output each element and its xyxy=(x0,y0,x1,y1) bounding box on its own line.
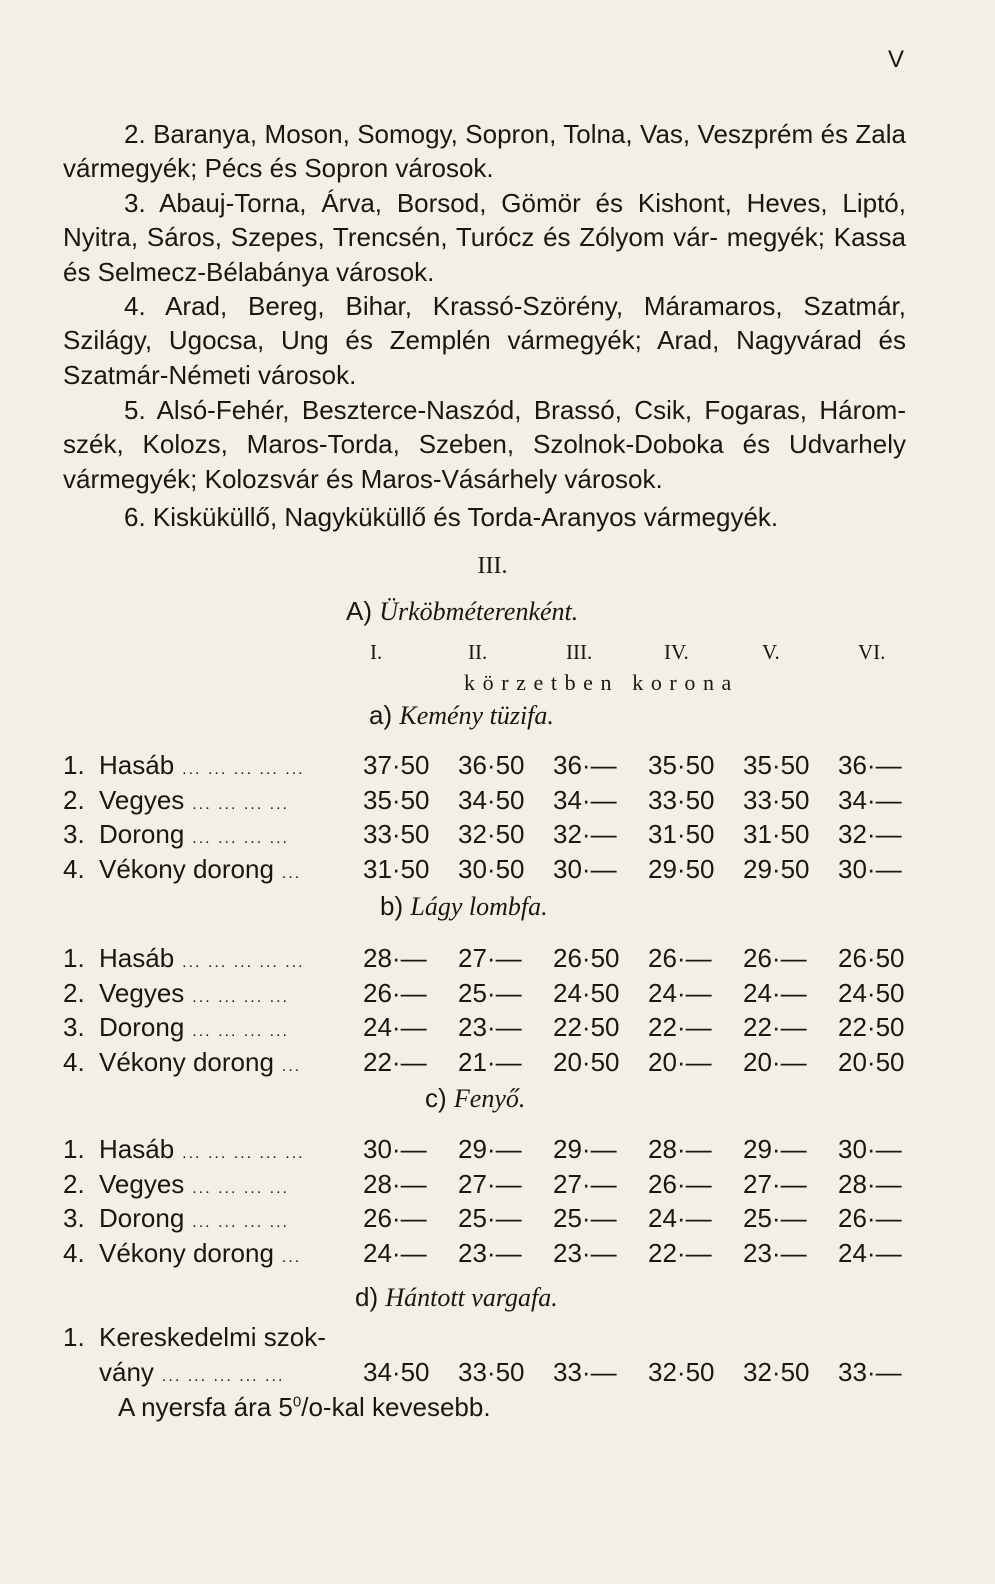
price-cell: 29·— xyxy=(743,1134,807,1164)
leader-dots: ... ... ... ... xyxy=(192,1180,289,1197)
price-cell: 34·— xyxy=(553,785,617,815)
group-heading xyxy=(380,891,548,922)
price-cell: 27·— xyxy=(458,943,522,973)
price-cell: 30·— xyxy=(838,854,902,884)
price-cell: 20·— xyxy=(648,1047,712,1077)
group-title: Hántott vargafa. xyxy=(385,1283,558,1312)
table-row xyxy=(0,1203,995,1237)
group-prefix: c) xyxy=(425,1083,447,1113)
paragraph-2 xyxy=(63,117,906,186)
table-row xyxy=(0,1012,995,1046)
price-cell: 33·50 xyxy=(743,785,810,815)
price-cell: 20·— xyxy=(743,1047,807,1077)
price-cell: 33·50 xyxy=(648,785,715,815)
price-cell: 36·— xyxy=(838,750,902,780)
row-label xyxy=(99,1322,334,1353)
price-cell: 32·50 xyxy=(458,819,525,849)
group-heading xyxy=(355,1282,558,1313)
group-title: Fenyő. xyxy=(453,1084,526,1113)
price-cell: 26·50 xyxy=(553,943,620,973)
footnote-superscript: 0 xyxy=(292,1393,302,1411)
table-row xyxy=(0,854,995,888)
footnote-before: A nyersfa ára 5 xyxy=(118,1392,293,1422)
price-cell: 24·— xyxy=(363,1238,427,1268)
price-cell: 30·— xyxy=(363,1134,427,1164)
price-cell: 33·— xyxy=(838,1357,902,1387)
row-label-text: Vékony dorong xyxy=(99,1047,274,1077)
price-cell: 31·50 xyxy=(648,819,715,849)
row-number: 3. xyxy=(63,1012,85,1042)
paragraph-first-line: 6. Kisküküllő, Nagyküküllő és Torda-Aranyos vármegyék. xyxy=(124,502,779,532)
price-cell: 29·— xyxy=(553,1134,617,1164)
price-cell: 25·— xyxy=(743,1203,807,1233)
row-label-text: vány xyxy=(99,1357,154,1387)
price-cell: 22·50 xyxy=(838,1012,905,1042)
price-cell: 24·50 xyxy=(838,978,905,1008)
leader-dots: ... xyxy=(281,1058,302,1075)
price-cell: 23·— xyxy=(553,1238,617,1268)
row-label xyxy=(99,978,289,1009)
row-label xyxy=(99,1357,284,1388)
table-row xyxy=(0,1357,995,1391)
zone-label: III. xyxy=(566,640,593,664)
price-cell: 31·50 xyxy=(743,819,810,849)
price-cell: 28·— xyxy=(648,1134,712,1164)
paragraph-first-line: 3. Abauj-Torna, Árva, Borsod, Gömör és Kishont, Heves, xyxy=(124,188,828,218)
price-cell: 28·— xyxy=(363,943,427,973)
row-label xyxy=(99,1012,289,1043)
paragraph-rest: Szilágy, Ugocsa, Ung és Zemplén vármegyék; Arad, Nagyvárad és Szatmár-Németi városok. xyxy=(63,325,906,390)
row-number: 1. xyxy=(63,1322,85,1352)
price-cell: 27·— xyxy=(553,1169,617,1199)
zone-label: VI. xyxy=(858,640,886,664)
row-number: 2. xyxy=(63,1169,85,1199)
table-row xyxy=(0,978,995,1012)
row-label-text: Hasáb xyxy=(99,750,175,780)
row-number: 2. xyxy=(63,978,85,1008)
paragraph-5 xyxy=(63,393,906,496)
price-cell: 32·— xyxy=(553,819,617,849)
row-label xyxy=(99,750,305,781)
price-cell: 26·— xyxy=(363,1203,427,1233)
zone-header-row xyxy=(0,640,995,670)
price-cell: 20·50 xyxy=(553,1047,620,1077)
paragraph-3 xyxy=(63,186,906,289)
row-label xyxy=(99,1203,289,1234)
section-a-title: Ürköbméterenként. xyxy=(379,597,579,626)
row-label xyxy=(99,785,289,816)
row-label xyxy=(99,943,305,974)
row-label-text: Vékony dorong xyxy=(99,1238,274,1268)
price-cell: 22·— xyxy=(648,1238,712,1268)
group-title: Lágy lombfa. xyxy=(410,892,548,921)
price-cell: 25·— xyxy=(458,1203,522,1233)
price-cell: 22·— xyxy=(363,1047,427,1077)
price-cell: 29·50 xyxy=(648,854,715,884)
row-label-text: Dorong xyxy=(99,1012,185,1042)
row-label-text: Kereskedelmi szok- xyxy=(99,1322,326,1352)
row-number: 4. xyxy=(63,1238,85,1268)
price-cell: 23·— xyxy=(458,1012,522,1042)
row-label xyxy=(99,1169,289,1200)
table-row xyxy=(0,1238,995,1272)
row-number: 3. xyxy=(63,819,85,849)
price-cell: 22·— xyxy=(648,1012,712,1042)
price-cell: 25·— xyxy=(458,978,522,1008)
price-cell: 29·50 xyxy=(743,854,810,884)
price-cell: 34·— xyxy=(838,785,902,815)
row-label xyxy=(99,1134,305,1165)
row-label-text: Hasáb xyxy=(99,1134,175,1164)
price-cell: 26·— xyxy=(838,1203,902,1233)
footnote-after: /o-kal kevesebb. xyxy=(301,1392,491,1422)
row-label-text: Vékony dorong xyxy=(99,854,274,884)
price-cell: 26·50 xyxy=(838,943,905,973)
leader-dots: ... ... ... ... xyxy=(192,796,289,813)
zone-label: V. xyxy=(762,640,780,664)
group-heading xyxy=(425,1083,525,1114)
row-number: 4. xyxy=(63,1047,85,1077)
price-cell: 26·— xyxy=(648,943,712,973)
price-cell: 32·50 xyxy=(648,1357,715,1387)
price-cell: 26·— xyxy=(743,943,807,973)
row-number: 1. xyxy=(63,1134,85,1164)
price-cell: 24·— xyxy=(363,1012,427,1042)
price-cell: 34·50 xyxy=(458,785,525,815)
table-row xyxy=(0,1134,995,1168)
price-cell: 27·— xyxy=(458,1169,522,1199)
leader-dots: ... ... ... ... ... xyxy=(161,1368,285,1385)
group-prefix: a) xyxy=(369,700,393,730)
price-cell: 35·50 xyxy=(648,750,715,780)
table-row xyxy=(0,750,995,784)
footnote xyxy=(118,1392,491,1423)
row-number: 1. xyxy=(63,943,85,973)
table-row xyxy=(0,785,995,819)
price-cell: 36·— xyxy=(553,750,617,780)
price-cell: 27·— xyxy=(743,1169,807,1199)
row-label xyxy=(99,1238,301,1269)
price-cell: 23·— xyxy=(743,1238,807,1268)
section-a-prefix: A) xyxy=(346,596,372,626)
price-cell: 26·— xyxy=(363,978,427,1008)
table-row xyxy=(0,1047,995,1081)
price-cell: 30·— xyxy=(553,854,617,884)
table-row xyxy=(0,819,995,853)
group-prefix: b) xyxy=(380,891,404,921)
row-label-text: Vegyes xyxy=(99,1169,185,1199)
price-cell: 23·— xyxy=(458,1238,522,1268)
leader-dots: ... ... ... ... xyxy=(192,830,289,847)
table-row xyxy=(0,1322,995,1356)
price-cell: 28·— xyxy=(838,1169,902,1199)
price-cell: 24·— xyxy=(838,1238,902,1268)
group-heading xyxy=(369,700,554,731)
row-label-text: Dorong xyxy=(99,1203,185,1233)
leader-dots: ... ... ... ... xyxy=(192,1023,289,1040)
paragraph-first-line: 2. Baranya, Moson, Somogy, Sopron, Tolna, Vas, Veszprém xyxy=(124,119,814,149)
price-cell: 24·— xyxy=(648,1203,712,1233)
row-label-text: Dorong xyxy=(99,819,185,849)
paragraph-4 xyxy=(63,289,906,392)
paragraph-6 xyxy=(124,500,906,534)
row-label xyxy=(99,854,301,885)
price-cell: 34·50 xyxy=(363,1357,430,1387)
leader-dots: ... ... ... ... xyxy=(192,989,289,1006)
price-cell: 29·— xyxy=(458,1134,522,1164)
price-cell: 35·50 xyxy=(363,785,430,815)
paragraph-first-line: 4. Arad, Bereg, Bihar, Krassó-Szörény, Máramaros, Szatmár, xyxy=(124,291,906,321)
row-number: 3. xyxy=(63,1203,85,1233)
row-label-text: Vegyes xyxy=(99,978,185,1008)
price-cell: 20·50 xyxy=(838,1047,905,1077)
table-row xyxy=(0,943,995,977)
zones-caption: körzetben korona xyxy=(464,670,739,695)
row-number: 2. xyxy=(63,785,85,815)
price-cell: 32·50 xyxy=(743,1357,810,1387)
paragraph-rest: és Zala vármegyék; Pécs és Sopron városok. xyxy=(63,119,906,184)
price-cell: 35·50 xyxy=(743,750,810,780)
zone-label: I. xyxy=(370,640,383,664)
section-roman-heading: III. xyxy=(477,553,508,579)
paragraph-rest: Liptó, Nyitra, Sáros, Szepes, Trencsén, Turócz és Zólyom vár- megyék; Kassa és Selmecz-Bélabánya városok. xyxy=(63,188,906,287)
row-label-text: Vegyes xyxy=(99,785,185,815)
leader-dots: ... ... ... ... ... xyxy=(182,761,305,778)
section-a-heading xyxy=(346,596,578,627)
page-number: V xyxy=(888,46,905,73)
price-cell: 30·— xyxy=(838,1134,902,1164)
price-cell: 24·— xyxy=(648,978,712,1008)
paragraph-first-line: 5. Alsó-Fehér, Beszterce-Naszód, Brassó, Csik, Fogaras, Három- xyxy=(124,395,906,425)
leader-dots: ... ... ... ... ... xyxy=(182,1145,305,1162)
group-prefix: d) xyxy=(355,1282,379,1312)
leader-dots: ... xyxy=(281,865,302,882)
price-cell: 26·— xyxy=(648,1169,712,1199)
price-cell: 33·— xyxy=(553,1357,617,1387)
price-cell: 25·— xyxy=(553,1203,617,1233)
zone-label: II. xyxy=(468,640,488,664)
price-cell: 28·— xyxy=(363,1169,427,1199)
price-cell: 24·50 xyxy=(553,978,620,1008)
price-cell: 21·— xyxy=(458,1047,522,1077)
leader-dots: ... ... ... ... ... xyxy=(182,954,305,971)
group-title: Kemény tüzifa. xyxy=(399,701,554,730)
leader-dots: ... ... ... ... xyxy=(192,1214,289,1231)
price-cell: 31·50 xyxy=(363,854,430,884)
row-label xyxy=(99,819,289,850)
row-label xyxy=(99,1047,301,1078)
paragraph-rest: szék, Kolozs, Maros-Torda, Szeben, Szolnok-Doboka és Udvarhely vármegyék; Kolozsvár és Maros-Vásárhely városok. xyxy=(63,429,906,494)
price-cell: 32·— xyxy=(838,819,902,849)
price-cell: 36·50 xyxy=(458,750,525,780)
price-cell: 37·50 xyxy=(363,750,430,780)
price-cell: 22·50 xyxy=(553,1012,620,1042)
price-cell: 33·50 xyxy=(458,1357,525,1387)
price-cell: 33·50 xyxy=(363,819,430,849)
price-cell: 30·50 xyxy=(458,854,525,884)
leader-dots: ... xyxy=(281,1249,302,1266)
row-number: 1. xyxy=(63,750,85,780)
price-cell: 22·— xyxy=(743,1012,807,1042)
table-row xyxy=(0,1169,995,1203)
zone-label: IV. xyxy=(664,640,689,664)
row-label-text: Hasáb xyxy=(99,943,175,973)
row-number: 4. xyxy=(63,854,85,884)
price-cell: 24·— xyxy=(743,978,807,1008)
